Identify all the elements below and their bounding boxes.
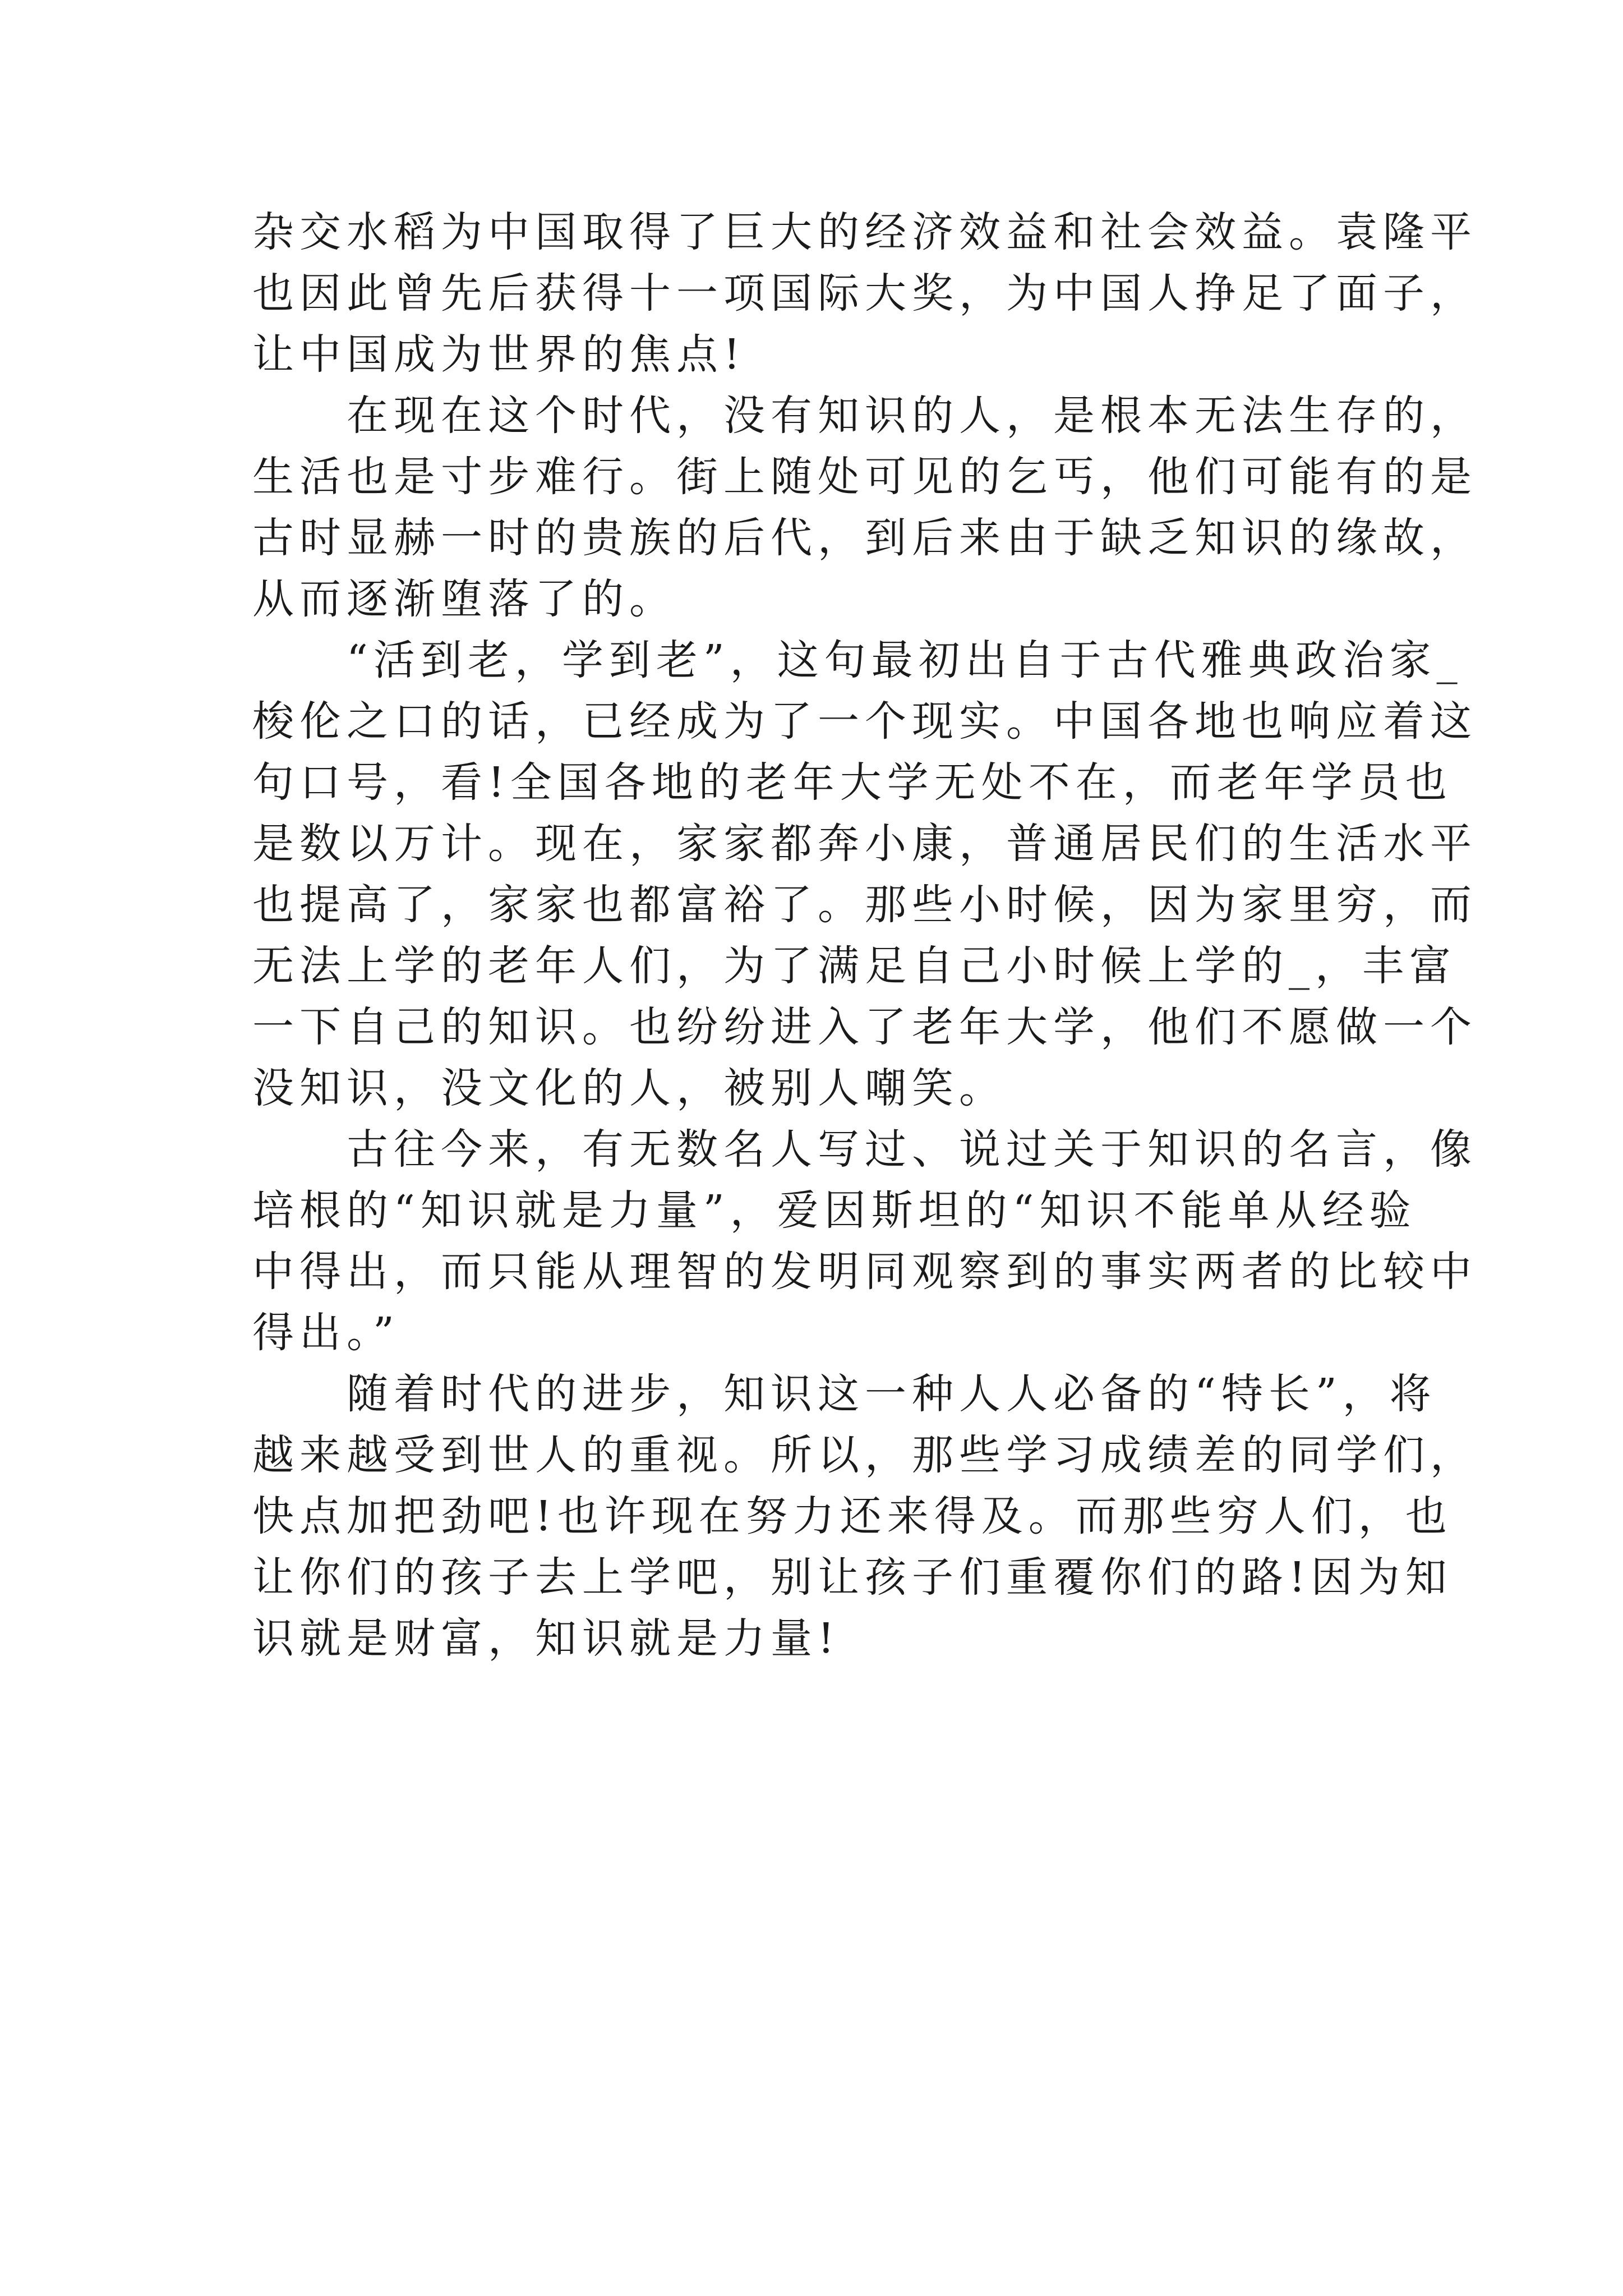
paragraph-5 bbox=[252, 1364, 1477, 1669]
text-line: 让中国成为世界的焦点! bbox=[252, 330, 746, 379]
text-line: “活到老，学到老”，这句最初出自于古代雅典政治家_ bbox=[347, 636, 1463, 684]
paragraph-2 bbox=[252, 385, 1477, 630]
text-line: 中得出，而只能从理智的发明同观察到的事实两者的比较中 bbox=[252, 1248, 1477, 1296]
text-line: 得出。” bbox=[252, 1309, 400, 1357]
paragraph-3 bbox=[252, 630, 1477, 1119]
text-line: 让你们的孩子去上学吧，别让孩子们重覆你们的路!因为知 bbox=[252, 1553, 1453, 1602]
text-line: 在现在这个时代，没有知识的人，是根本无法生存的， bbox=[347, 392, 1477, 440]
text-line: 无法上学的老年人们，为了满足自己小时候上学的_，丰富 bbox=[252, 942, 1456, 990]
text-line: 句口号，看!全国各地的老年大学无处不在，而老年学员也 bbox=[252, 758, 1453, 807]
text-line: 梭伦之口的话，已经成为了一个现实。中国各地也响应着这 bbox=[252, 697, 1477, 746]
text-line: 识就是财富，知识就是力量! bbox=[252, 1614, 840, 1663]
text-line: 古往今来，有无数名人写过、说过关于知识的名言，像 bbox=[347, 1125, 1477, 1174]
text-line: 越来越受到世人的重视。所以，那些学习成绩差的同学们， bbox=[252, 1431, 1477, 1479]
text-line: 没知识，没文化的人，被别人嘲笑。 bbox=[252, 1064, 1006, 1112]
text-line: 随着时代的进步，知识这一种人人必备的“特长”，将 bbox=[347, 1370, 1437, 1418]
text-line: 也提高了，家家也都富裕了。那些小时候，因为家里穷，而 bbox=[252, 881, 1477, 929]
paragraph-1 bbox=[252, 202, 1477, 385]
text-line: 生活也是寸步难行。街上随处可见的乞丐，他们可能有的是 bbox=[252, 453, 1477, 501]
text-line: 古时显赫一时的贵族的后代，到后来由于缺乏知识的缘故， bbox=[252, 514, 1477, 562]
text-line: 培根的“知识就是力量”，爱因斯坦的“知识不能单从经验 bbox=[252, 1186, 1417, 1235]
text-line: 杂交水稻为中国取得了巨大的经济效益和社会效益。袁隆平 bbox=[252, 208, 1477, 256]
text-line: 是数以万计。现在，家家都奔小康，普通居民们的生活水平 bbox=[252, 820, 1477, 868]
text-line: 快点加把劲吧!也许现在努力还来得及。而那些穷人们，也 bbox=[252, 1492, 1453, 1540]
text-line: 也因此曾先后获得十一项国际大奖，为中国人挣足了面子， bbox=[252, 269, 1477, 318]
text-line: 一下自己的知识。也纷纷进入了老年大学，他们不愿做一个 bbox=[252, 1003, 1477, 1051]
paragraph-4 bbox=[252, 1119, 1477, 1364]
document-body bbox=[252, 202, 1477, 1669]
text-line: 从而逐渐堕落了的。 bbox=[252, 575, 676, 623]
